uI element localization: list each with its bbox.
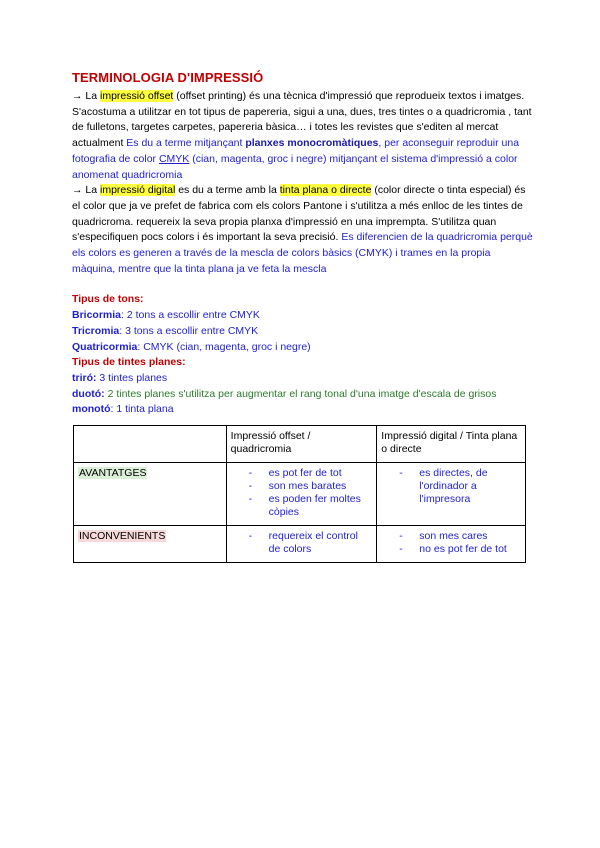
table-cell <box>226 463 377 526</box>
list-item: - requereix el control de colors <box>247 530 373 556</box>
list-item: - son mes barates <box>247 480 373 493</box>
table-header-row <box>74 426 526 463</box>
tintes-item: triró: 3 tintes planes <box>72 371 168 384</box>
list-item: - no es pot fer de tot <box>397 543 521 556</box>
tintes-heading: Tipus de tintes planes: <box>72 356 186 369</box>
digital-paragraph: → La impressió digital es du a terme amb la tinta plana o directe (color directe o tinta especial) és el color que ja ve prefet de fabrica com els colors Pantone i s'utilitza a més enlloc de les tintes de quadricroma. requereix la seva propia planxa d'impressió en una imprempta. S'utilitza quan s'especifiquen pocs colors i és important la seva precisió. Es diferencien de la quadricromia perquè els colors es generen a través de la mescla de colors bàsics (CMYK) i trames en la propia màquina, mentre que la tinta plana ja ve feta la mescla <box>72 184 533 275</box>
table-cell <box>377 463 526 526</box>
table-row <box>74 526 526 563</box>
offset-paragraph: → La impressió offset (offset printing) és una tècnica d'impressió que reprodueix textos i imatges. S'acostuma a utilitzar en tot tipus de papereria, sigui a una, dues, tres tintes o a quadricromia , tant de fulletons, targetes carpetes, papereria bàsica… i totes les revistes que s'editen al mercat actualment Es du a terme mitjançant planxes monocromàtiques, per aconseguir reproduir una fotografia de color CMYK (cian, magenta, groc i negre) mitjançant el sistema d'impressió a color anomenat quadricromia <box>72 90 532 181</box>
tinta-plana-term: tinta plana o directe <box>279 184 372 197</box>
inconvenients-label: INCONVENIENTS <box>79 530 166 542</box>
tons-item: Tricromia: 3 tons a escollir entre CMYK <box>72 324 259 337</box>
comparison-table <box>73 425 526 563</box>
tintes-item: monotó: 1 tinta plana <box>72 403 174 416</box>
row-label-cell <box>74 463 227 526</box>
list-item: - es pot fer de tot <box>247 467 373 480</box>
avantatges-label: AVANTATGES <box>79 467 147 479</box>
tintes-item: duotó: 2 tintes planes s'utilitza per augmentar el rang tonal d'una imatge d'escala de grisos <box>72 387 497 400</box>
tons-item: Quatricormia: CMYK (cian, magenta, groc i negre) <box>72 340 311 353</box>
page-title: TERMINOLOGIA D'IMPRESSIÓ <box>72 70 264 85</box>
document-page <box>72 70 534 418</box>
header-cell-empty <box>74 426 227 463</box>
header-cell-offset: Impressió offset / quadricromia <box>226 426 377 463</box>
table-cell <box>226 526 377 563</box>
list-item: - es directes, de l'ordinador a l'impresora <box>397 467 521 506</box>
table-row <box>74 463 526 526</box>
tons-heading: Tipus de tons: <box>72 293 144 306</box>
offset-term: impressió offset <box>100 90 174 102</box>
planxes-term: planxes monocromàtiques <box>245 137 379 150</box>
digital-term: impressió digital <box>100 184 176 197</box>
tons-item: Bricormia: 2 tons a escollir entre CMYK <box>72 309 260 322</box>
table-cell <box>377 526 526 563</box>
list-item: - son mes cares <box>397 530 521 543</box>
header-cell-digital: Impressió digital / Tinta plana o directe <box>377 426 526 463</box>
list-item: - es poden fer moltes còpies <box>247 493 373 519</box>
row-label-cell <box>74 526 227 563</box>
cmyk-term: CMYK <box>158 152 190 165</box>
